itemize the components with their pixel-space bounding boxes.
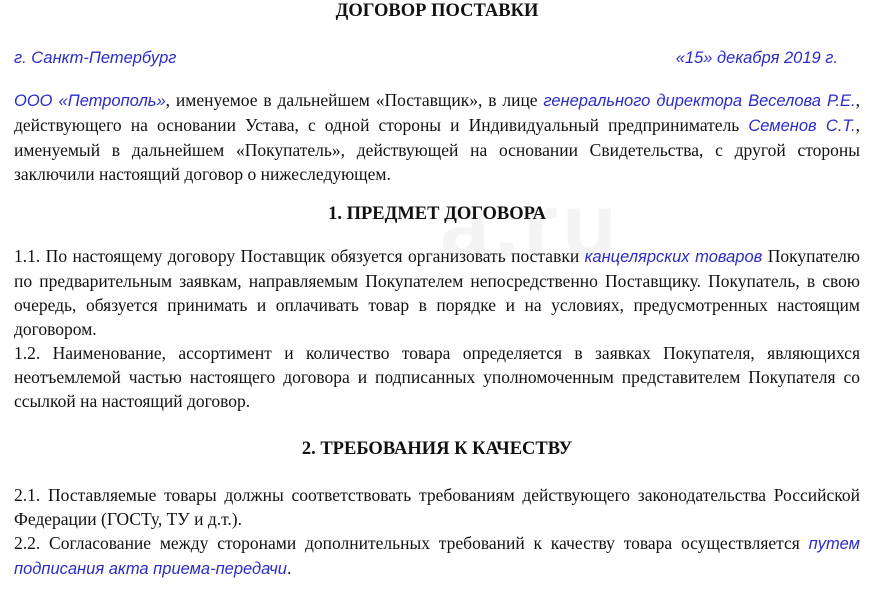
contract-page [14, 0, 860, 600]
clause-1-1-text-b: Покупателю по предварительным заявкам, направляемым Покупателем непосредственно Поставщику. Покупатель, в свою очередь, обязуется принимать и оплачивать товар в порядке и на условиях, предусмотренных настоящим договором. [14, 246, 860, 339]
intro-text-3: , именуемый в дальнейшем «Покупатель», действующей на основании Свидетельства, с другой стороны заключили настоящий договор о нижеследующем. [14, 115, 861, 184]
clause-2-2-text-b: . [286, 558, 292, 578]
section-1-title: 1. ПРЕДМЕТ ДОГОВОРА [328, 204, 546, 224]
city-field: г. Санкт-Петербург [14, 49, 177, 67]
buyer-name: Семенов С.Т. [748, 117, 856, 135]
intro-text-2: , действующего на основании Устава, с одной стороны и Индивидуальный предприниматель [14, 90, 860, 135]
clause-1-1-text-a: 1.1. По настоящему договору Поставщик обязуется организовать поставки [14, 246, 585, 266]
intro-paragraph [14, 88, 860, 186]
clause-1-2: 1.2. Наименование, ассортимент и количество товара определяется в заявках Покупателя, являющихся неотъемлемой частью настоящего договора и подписанных уполномоченным представителем Покупателя со ссылкой на настоящий договор. [14, 343, 860, 411]
document-title: ДОГОВОР ПОСТАВКИ [335, 1, 539, 21]
director-name: генерального директора Веселова Р.Е. [543, 92, 856, 110]
clause-2-1: 2.1. Поставляемые товары должны соответствовать требованиям действующего законодательства Российской Федерации (ГОСТу, ТУ и д.т.). [14, 485, 860, 529]
date-field: «15» декабря 2019 г. [675, 49, 838, 67]
goods-type: канцелярских товаров [584, 248, 763, 266]
clause-2-2-text-a: 2.2. Согласование между сторонами дополнительных требований к качеству товара осуществляется [14, 533, 809, 553]
place-date-row [14, 46, 860, 70]
intro-text-1: , именуемое в дальнейшем «Поставщик», в лице [165, 90, 544, 110]
clause-1-1 [14, 244, 860, 341]
quality-method: путем подписания акта приема-передачи [14, 535, 860, 578]
section-2-title: 2. ТРЕБОВАНИЯ К КАЧЕСТВУ [301, 439, 573, 459]
clause-2-2 [14, 531, 860, 581]
supplier-name: ООО «Петрополь» [14, 92, 166, 110]
